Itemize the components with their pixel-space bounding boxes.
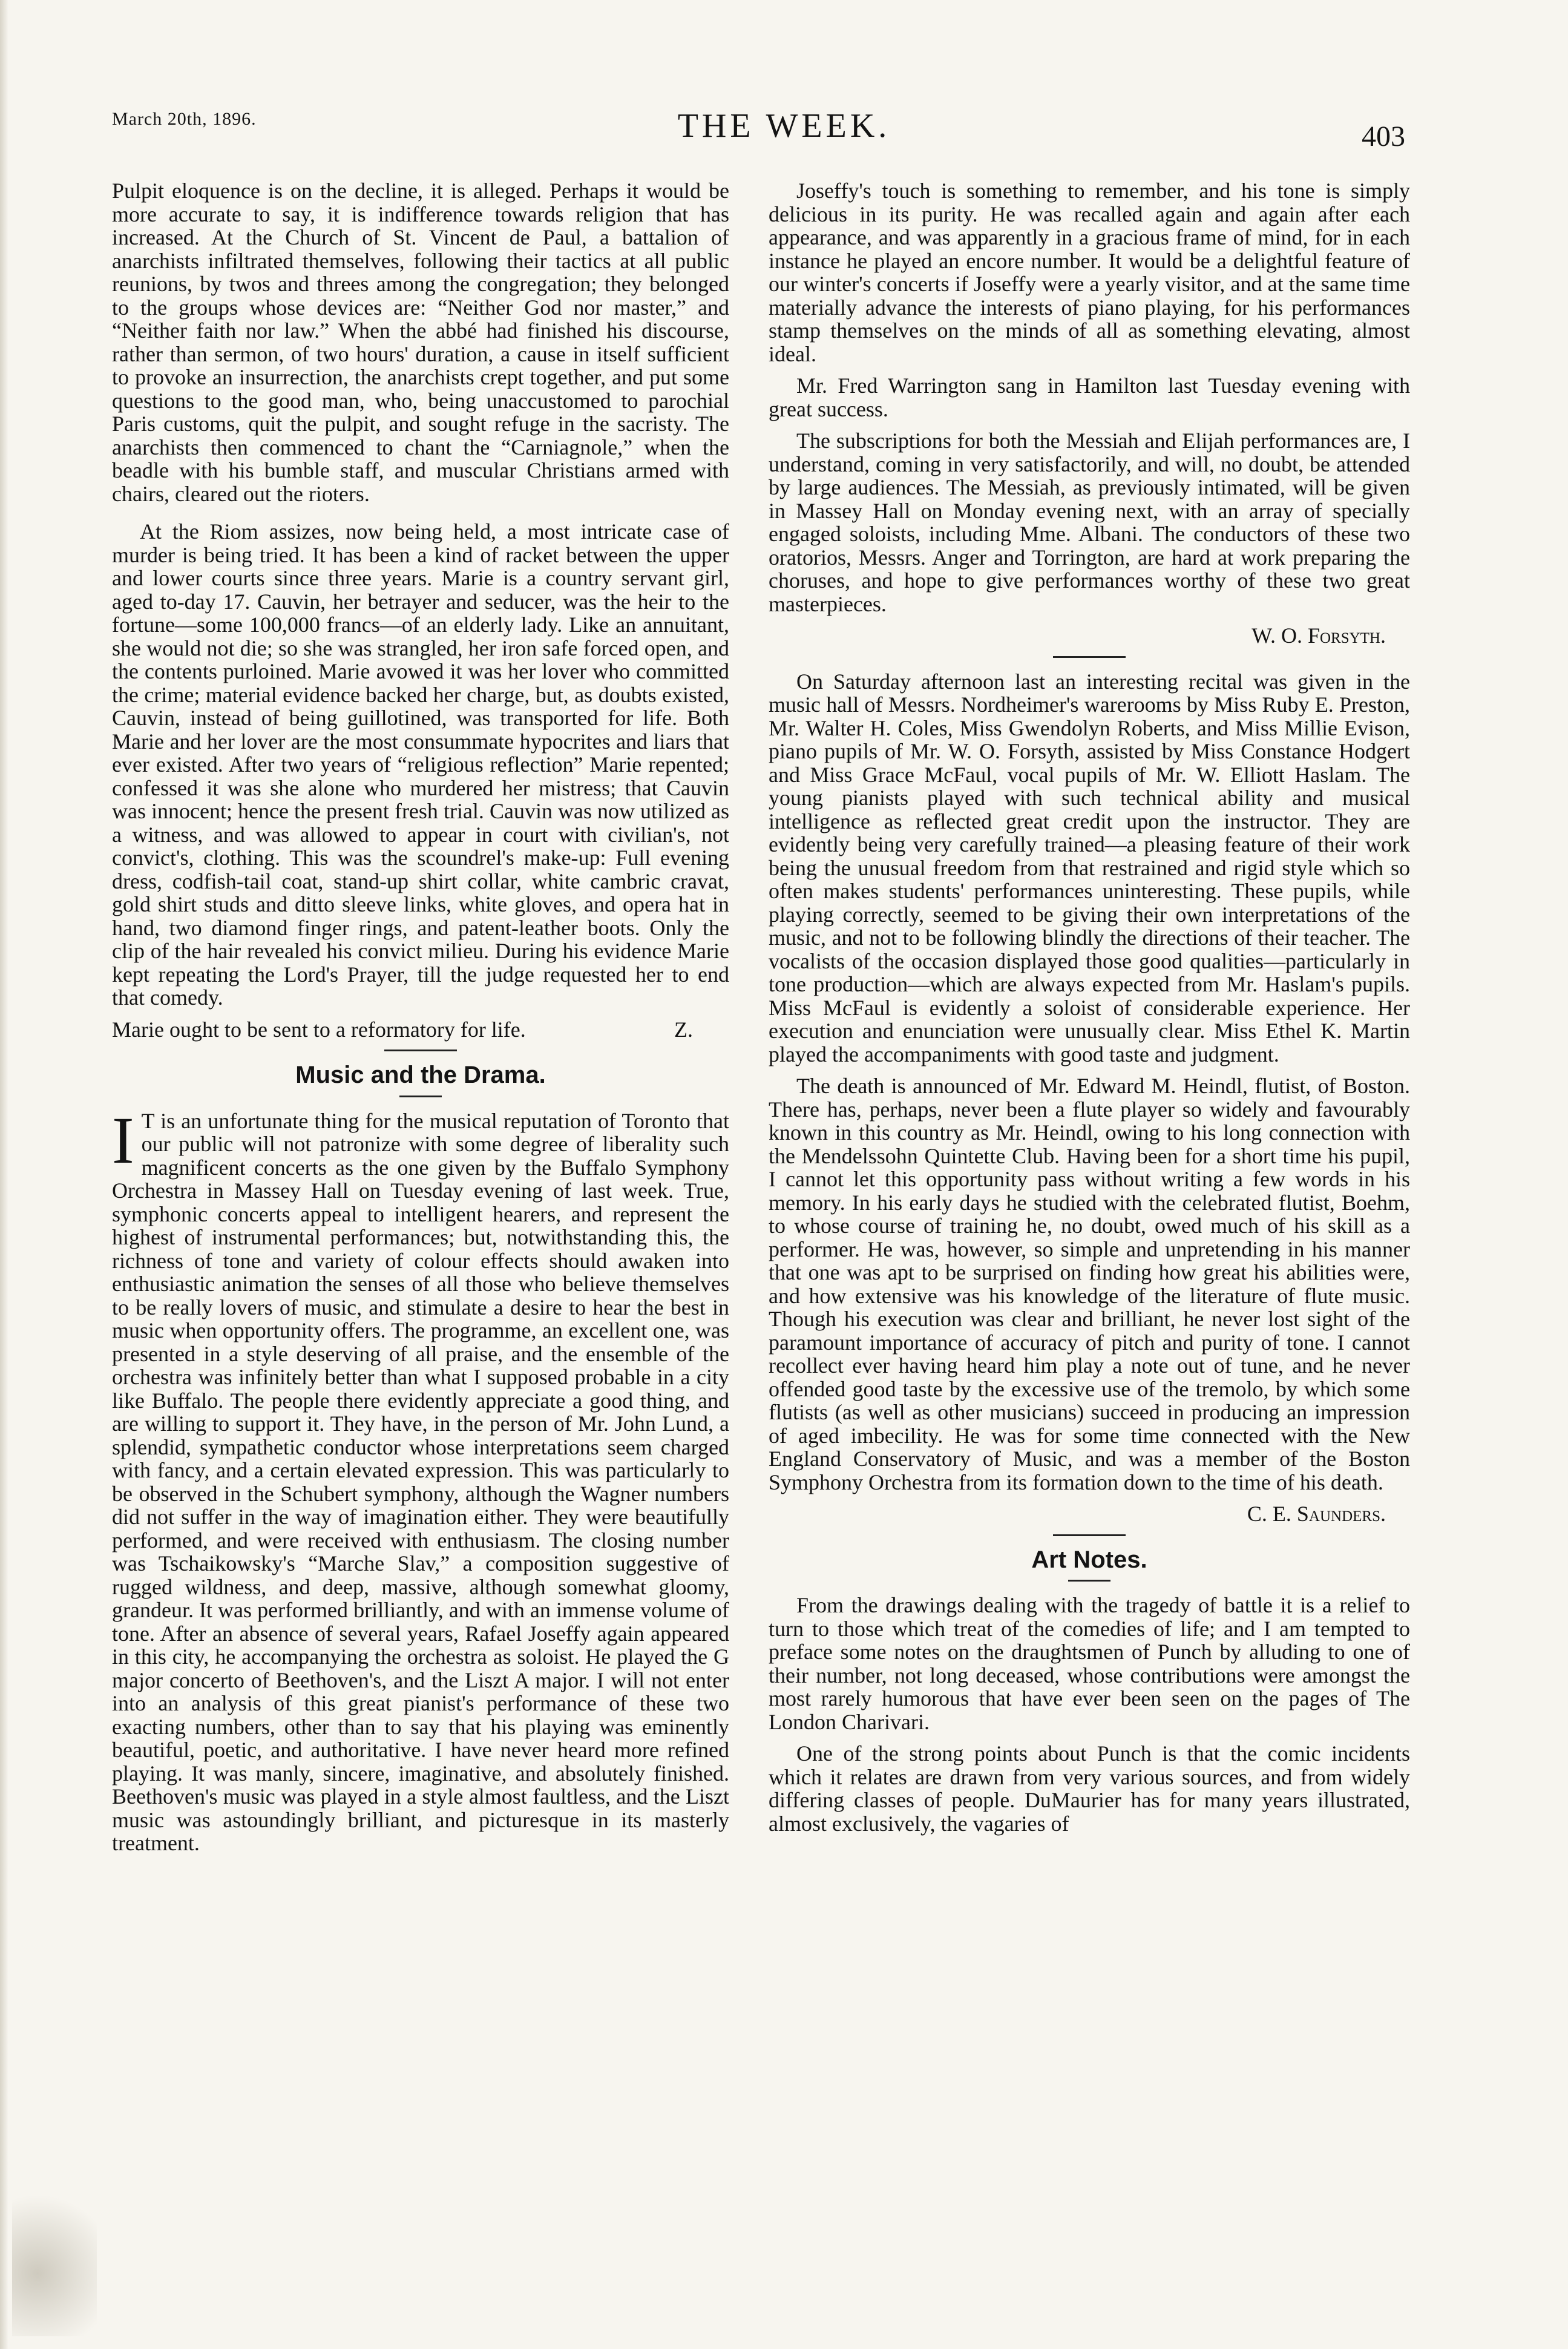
issue-date: March 20th, 1896. xyxy=(112,109,257,129)
saunders-signature: C. E. Saunders. xyxy=(1247,1502,1386,1526)
drop-cap: I xyxy=(112,1103,134,1177)
heading-rule xyxy=(1068,1580,1110,1582)
riom-signature: Z. xyxy=(674,1017,693,1042)
page-number: 403 xyxy=(1362,120,1405,153)
left-column xyxy=(112,179,729,1864)
music-paragraph xyxy=(112,1103,729,1855)
section-divider xyxy=(384,1050,457,1051)
recital-paragraph: On Saturday afternoon last an interesting recital was given in the music hall of Messrs. Nordheimer's warerooms by Miss Ruby E. Preston, Mr. Walter H. Coles, Miss Gwendolyn Roberts, and Miss Millie Evison, piano pupils of Mr. W. O. Forsyth, assisted by Miss Constance Hodgert and Miss Grace McFaul, vocal pupils of Mr. W. Elliott Haslam. The young pianists played with such technical ability and musical intelligence as reflected great credit upon the instructor. They are evidently being very carefully trained—a pleasing feature of their work being the unusual freedom from that restrained and rigid style which so often makes students' performances uninteresting. These pupils, while playing correctly, seemed to be giving their own interpretations of the music, and not to be following blindly the directions of their teacher. The vocalists of the occasion displayed those good qualities—particularly in tone production—which are always expected from Mr. Haslam's pupils. Miss McFaul is evidently a soloist of considerable experience. Her execution and enunciation were unusually clear. Miss Ethel K. Martin played the accompaniments with good taste and judgment. xyxy=(769,669,1410,1066)
subscriptions-paragraph: The subscriptions for both the Messiah and Elijah performances are, I understand, coming in very satisfactorily, and will, no doubt, be attended by large audiences. The Messiah, as previously intimated, will be given in Massey Hall on Monday evening next, with an array of specially engaged soloists, including Mme. Albani. The conductors of these two oratorios, Messrs. Anger and Torrington, are hard at work preparing the choruses, and hope to give performances worthy of these two great masterpieces. xyxy=(769,429,1410,616)
heading-rule xyxy=(399,1096,442,1097)
section-divider xyxy=(1053,1534,1126,1536)
page-stain xyxy=(12,2179,97,2336)
riom-last-sentence: Marie ought to be sent to a reformatory for life. xyxy=(112,1017,526,1042)
riom-paragraph: At the Riom assizes, now being held, a most intricate case of murder is being tried. It has been a kind of racket between the upper and lower courts since three years. Marie is a country servant girl, aged to-day 17. Cauvin, her betrayer and seducer, was the heir to the fortune—some 100,000 francs—of an elderly lady. Like an annuitant, she would not die; so she was strangled, her iron safe forced open, and the contents purloined. Marie avowed it was her lover who committed the crime; material evidence backed her charge, but, as doubts existed, Cauvin, instead of being guillotined, was transported for life. Both Marie and her lover are the most consummate hypocrites and liars that ever existed. After two years of “religious reflection” Marie repented; confessed it was she alone who murdered her mistress; that Cauvin was innocent; hence the present fresh trial. Cauvin was now utilized as a witness, and was allowed to appear in court with civilian's, not convict's, clothing. This was the scoundrel's make-up: Full evening dress, codfish-tail coat, stand-up shirt collar, white cambric cravat, gold shirt studs and ditto sleeve links, white gloves, and opera hat in hand, two diamond finger rings, and patent-leather boots. Only the clip of the hair revealed his convict milieu. During his evidence Marie kept repeating the Lord's Prayer, till the judge requested her to end that comedy. xyxy=(112,519,729,1010)
art-notes-heading: Art Notes. xyxy=(1031,1546,1147,1573)
art-paragraph-1: From the drawings dealing with the tragedy of battle it is a relief to turn to those which treat of the comedies of life; and I am tempted to preface some notes on the draughtsmen of Punch by alluding to one of their number, not long deceased, whose contributions were amongst the most rarely humorous that have ever been seen on the pages of The London Charivari. xyxy=(769,1593,1410,1734)
masthead-title: THE WEEK. xyxy=(677,107,891,145)
art-paragraph-2: One of the strong points about Punch is that the comic incidents which it relates are drawn from very various sources, and from widely differing classes of people. DuMaurier has for many years illustrated, almost exclusively, the vagaries of xyxy=(769,1741,1410,1836)
joseffy-paragraph: Joseffy's touch is something to remember, and his tone is simply delicious in its purity. He was recalled again and again after each appearance, and was apparently in a gracious frame of mind, for in each instance he played an encore number. It would be a delightful feature of our winter's concerts if Joseffy were a yearly visitor, and at the same time materially advance the interests of piano playing, for his performances stamp themselves on the minds of all as something elevating, almost ideal. xyxy=(769,179,1410,366)
pulpit-paragraph: Pulpit eloquence is on the decline, it is alleged. Perhaps it would be more accurate to say, it is indifference towards religion that has increased. At the Church of St. Vincent de Paul, a battalion of anarchists infiltrated themselves, following their tactics at all public reunions, by twos and threes among the congregation; they belonged to the groups whose devices are: “Neither God nor master,” and “Neither faith nor law.” When the abbé had finished his discourse, rather than sermon, of two hours' duration, a cause in itself sufficient to provoke an insurrection, the anarchists crept together, and put some questions to the good man, who, being unaccustomed to parochial Paris customs, quit the pulpit, and sought refuge in the sacristy. The anarchists then commenced to chant the “Carniagnole,” when the beadle with his bumble staff, and muscular Christians armed with chairs, cleared out the rioters. xyxy=(112,179,729,506)
warrington-paragraph: Mr. Fred Warrington sang in Hamilton last Tuesday evening with great success. xyxy=(769,373,1410,421)
page-edge-shadow xyxy=(0,0,8,2349)
heindl-paragraph: The death is announced of Mr. Edward M. Heindl, flutist, of Boston. There has, perhaps, never been a flute player so widely and favourably known in this country as Mr. Heindl, owing to his long connection with the Mendelssohn Quintette Club. Having been for a short time his pupil, I cannot let this opportunity pass without writing a few words in his memory. In his early days he studied with the celebrated flutist, Boehm, to whose course of training he, no doubt, owed much of his skill as a performer. He was, however, so simple and unpretending in his manner that one was apt to be surprised on finding how great his abilities were, and how extensive was his knowledge of the literature of flute music. Though his execution was clear and brilliant, he never lost sight of the paramount importance of accuracy of pitch and purity of tone. I cannot recollect ever having heard him play a note out of tune, and he never offended good taste by the excessive use of the tremolo, by which some flutists (as well as other musicians) succeed in producing an impression of aged imbecility. He was for some time connected with the New England Conservatory of Music, and was a member of the Boston Symphony Orchestra from its formation down to the time of his death. xyxy=(769,1074,1410,1494)
forsyth-signature: W. O. Forsyth. xyxy=(1251,623,1386,648)
section-divider xyxy=(1053,656,1126,658)
right-column xyxy=(769,179,1410,1844)
music-drama-heading: Music and the Drama. xyxy=(295,1062,546,1088)
riom-closing-line xyxy=(112,1018,729,1042)
music-paragraph-text: T is an unfortunate thing for the musical reputation of Toronto that our public will not patronize with some degree of liberality such magnificent concerts as the one given by the Buffalo Symphony Orchestra in Massey Hall on Tuesday evening of last week. True, symphonic concerts appeal to intelligent hearers, and represent the highest of instrumental performances; but, notwithstanding this, the richness of tone and variety of colour effects should awaken into enthusiastic animation the senses of all those who believe themselves to be really lovers of music, and stimulate a desire to hear the best in music when opportunity offers. The programme, an excellent one, was presented in a style deserving of all praise, and the ensemble of the orchestra was infinitely better than what I supposed probable in a city like Buffalo. The people there evidently appreciate a good thing, and are willing to support it. They have, in the person of Mr. John Lund, a splendid, sympathetic conductor whose interpretations seem charged with fancy, and a certain elevated expression. This was particularly to be observed in the Schubert symphony, although the Wagner numbers did not suffer in the way of imagination either. They were beautifully performed, and were received with enthusiasm. The closing number was Tschaikowsky's “Marche Slav,” a composition suggestive of rugged wildness, and deep, massive, although somewhat gloomy, grandeur. It was performed brilliantly, and with an immense volume of tone. After an absence of several years, Rafael Joseffy again appeared in this city, he accompanying the orchestra as soloist. He played the G major concerto of Beethoven's, and the Liszt A major. I will not enter into an analysis of this great pianist's performance of these two exacting numbers, other than to say that his playing was eminently beautiful, poetic, and authoritative. I have never heard more refined playing. It was manly, sincere, imaginative, and absolutely finished. Beethoven's music was played in a style almost faultless, and the Liszt music was astoundingly brilliant, and picturesque in its masterly treatment. xyxy=(112,1108,729,1855)
